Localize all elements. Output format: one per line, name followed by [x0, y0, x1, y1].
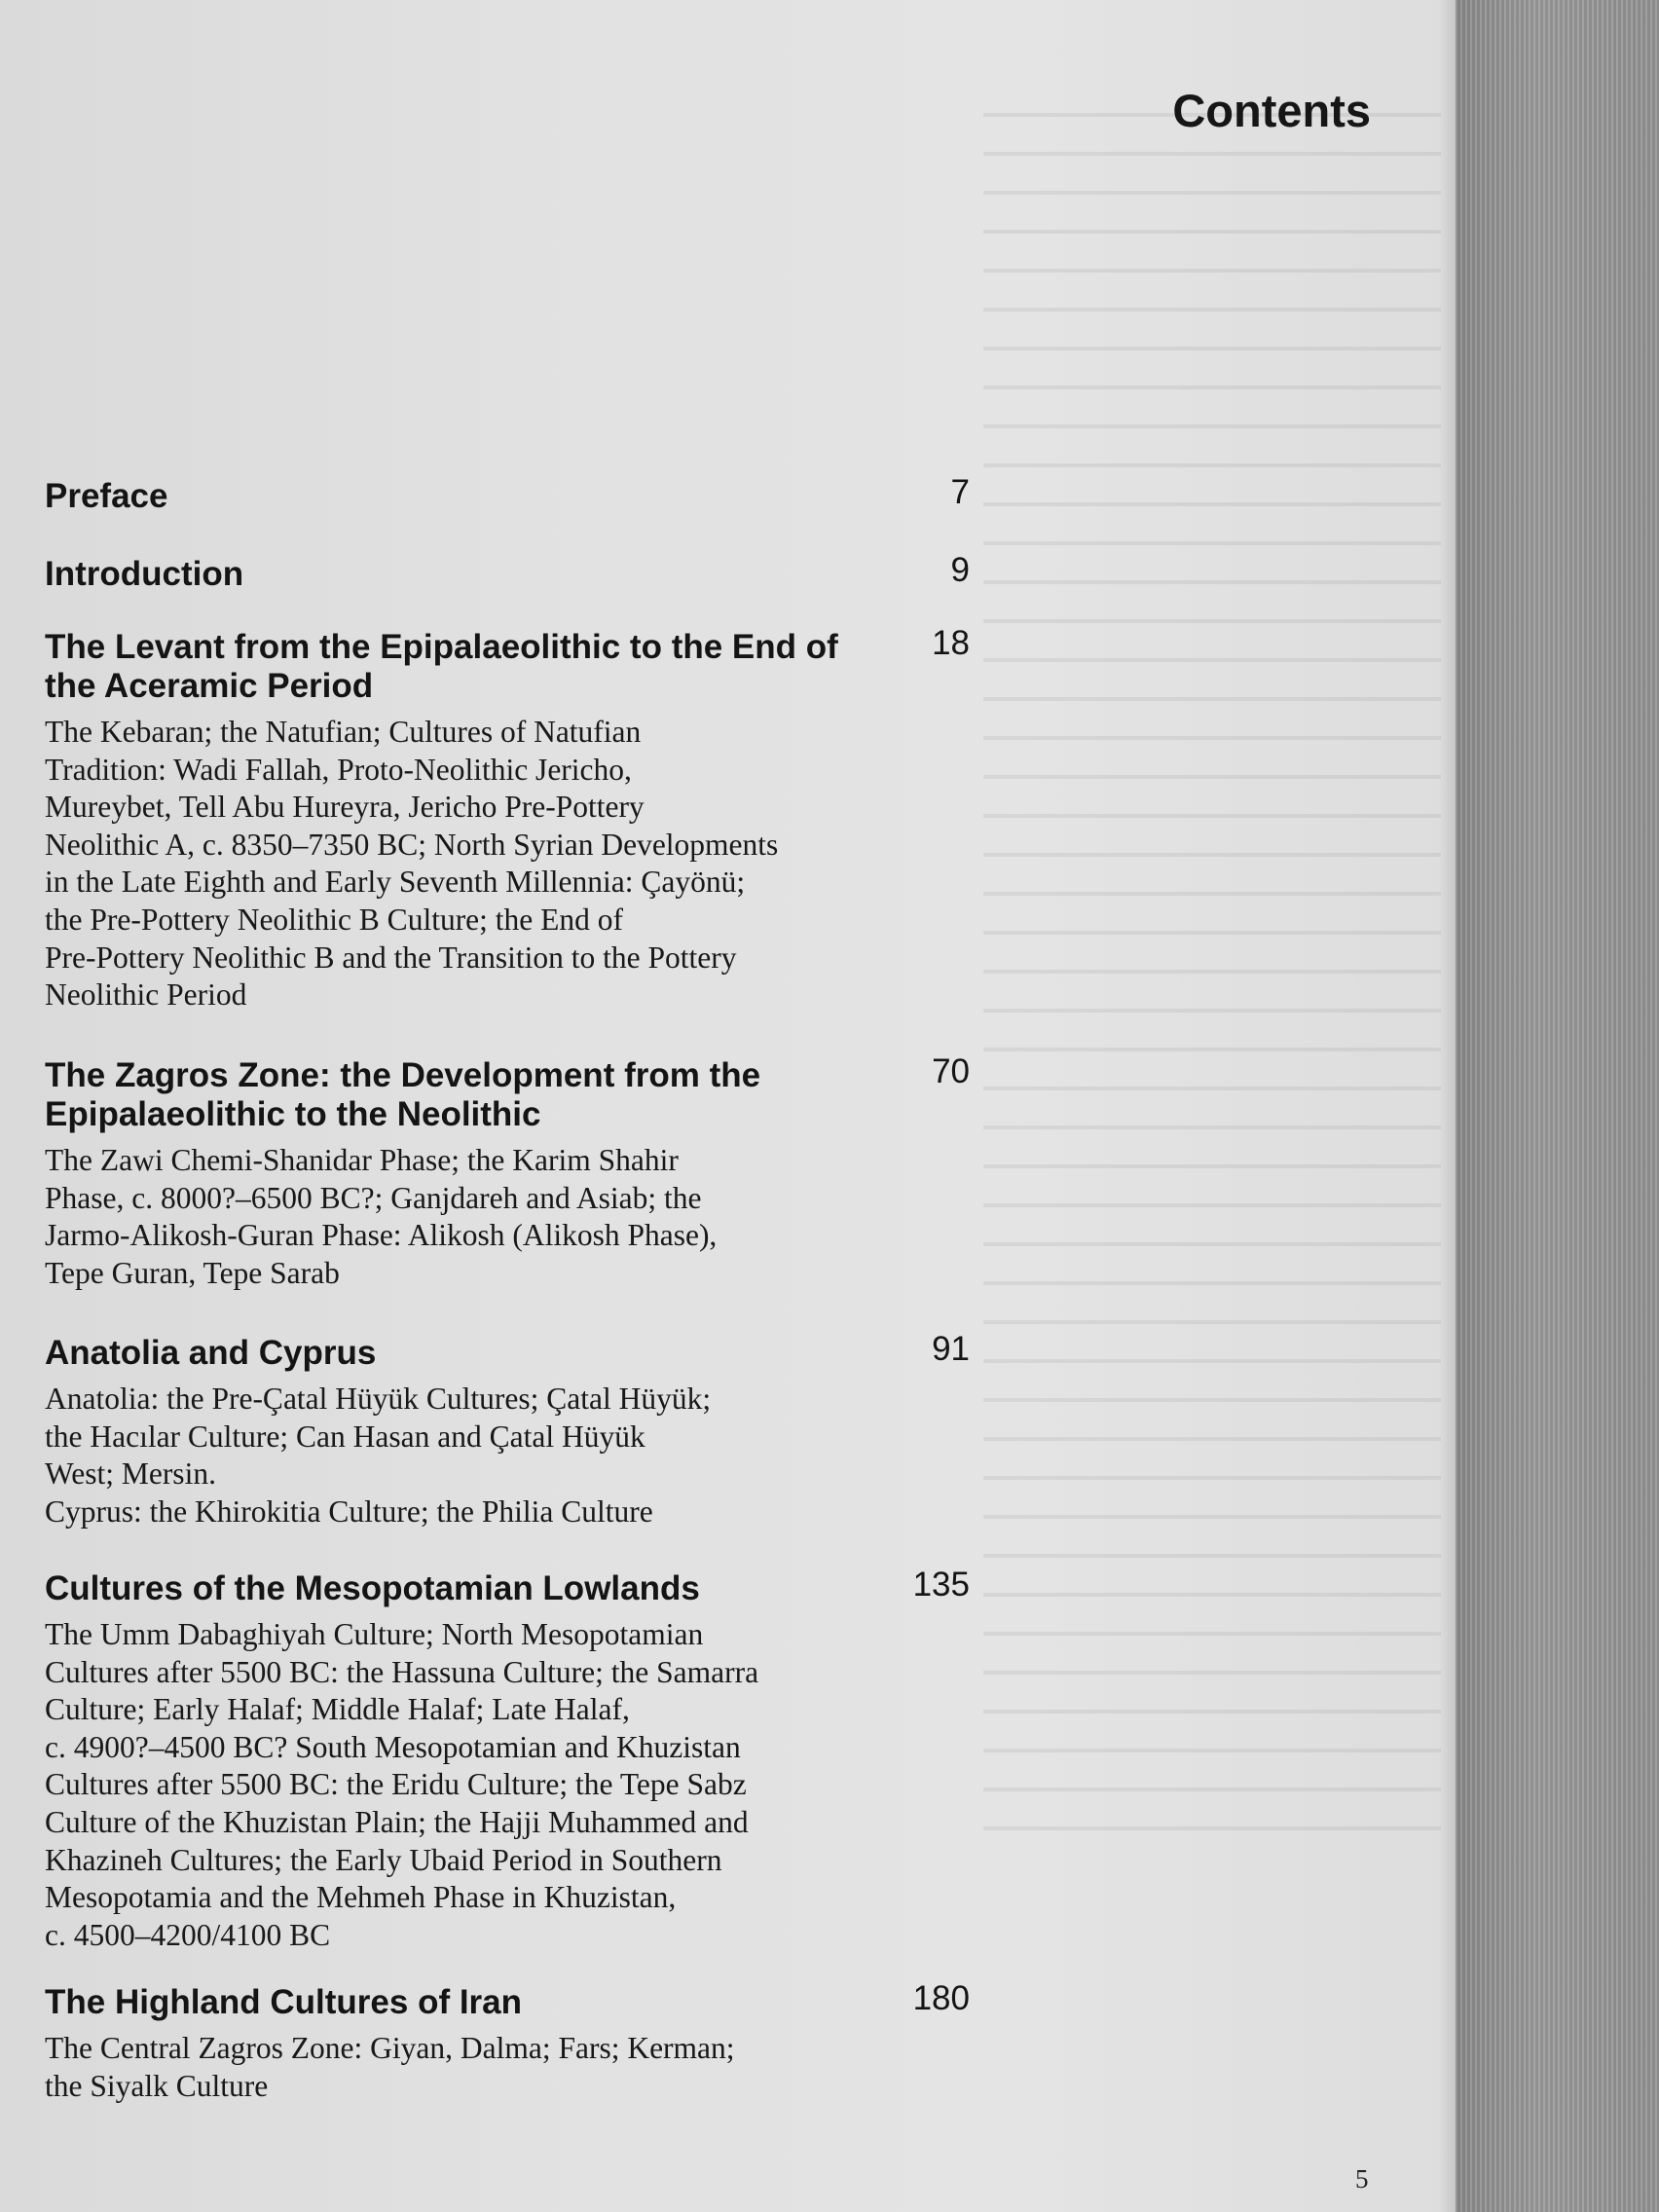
toc-entry-anatolia: [45, 1330, 970, 1530]
summary-line: Cultures after 5500 BC: the Hassuna Culture; the Samarra: [45, 1654, 759, 1689]
page-folio: 5: [1355, 2164, 1369, 2194]
toc-entry-mesopotamia: [45, 1566, 970, 1954]
chapter-summary: [45, 1142, 902, 1292]
chapter-title: The Highland Cultures of Iran: [45, 1983, 523, 2021]
summary-line: Neolithic A, c. 8350–7350 BC; North Syrian Developments: [45, 827, 779, 862]
gutter-shadow: [1439, 0, 1456, 2212]
page-number: 135: [912, 1566, 970, 1604]
summary-line: Mesopotamia and the Mehmeh Phase in Khuzistan,: [45, 1880, 677, 1915]
summary-line: the Pre-Pottery Neolithic B Culture; the End of: [45, 902, 624, 937]
summary-line: Mureybet, Tell Abu Hureyra, Jericho Pre-Pottery: [45, 790, 645, 825]
summary-line: The Umm Dabaghiyah Culture; North Mesopotamian: [45, 1617, 704, 1651]
summary-line: West; Mersin.: [45, 1456, 216, 1492]
summary-line: Neolithic Period: [45, 977, 247, 1013]
summary-line: Cyprus: the Khirokitia Culture; the Philia Culture: [45, 1493, 653, 1529]
summary-line: Khazineh Cultures; the Early Ubaid Period in Southern: [45, 1842, 722, 1877]
toc-entry-heading: [45, 1330, 970, 1373]
summary-line: The Central Zagros Zone: Giyan, Dalma; Fars; Kerman;: [45, 2031, 735, 2065]
summary-line: Jarmo-Alikosh-Guran Phase: Alikosh (Alikosh Phase),: [45, 1218, 718, 1253]
chapter-summary: [45, 1616, 902, 1954]
chapter-title: The Levant from the Epipalaeolithic to the End of the Aceramic Period: [45, 628, 838, 705]
summary-line: The Zawi Chemi-Shanidar Phase; the Karim Shahir: [45, 1143, 679, 1177]
toc-entry-heading: [45, 1979, 970, 2022]
chapter-title: Introduction: [45, 555, 244, 593]
toc-entry-heading: [45, 1566, 970, 1608]
summary-line: Anatolia: the Pre-Çatal Hüyük Cultures; Çatal Hüyük;: [45, 1382, 712, 1416]
show-through-text: [983, 88, 1441, 1840]
summary-line: Pre-Pottery Neolithic B and the Transition to the Pottery: [45, 940, 737, 975]
chapter-title: Preface: [45, 477, 168, 515]
summary-line: in the Late Eighth and Early Seventh Millennia: Çayönü;: [45, 865, 746, 900]
toc-entry-levant: [45, 624, 970, 1014]
summary-line: Cultures after 5500 BC: the Eridu Culture; the Tepe Sabz: [45, 1767, 747, 1802]
chapter-summary: [45, 1381, 902, 1530]
page-number: 70: [932, 1052, 970, 1090]
chapter-title: Cultures of the Mesopotamian Lowlands: [45, 1569, 700, 1607]
chapter-title: The Zagros Zone: the Development from the Epipalaeolithic to the Neolithic: [45, 1056, 761, 1133]
summary-line: c. 4900?–4500 BC? South Mesopotamian and Khuzistan: [45, 1729, 741, 1764]
toc-entry-heading: [45, 551, 970, 594]
summary-line: Culture of the Khuzistan Plain; the Hajji Muhammed and: [45, 1804, 749, 1839]
page-number: 180: [912, 1979, 970, 2017]
chapter-title: Anatolia and Cyprus: [45, 1334, 377, 1372]
toc-entry-heading: [45, 1052, 970, 1134]
summary-line: Tepe Guran, Tepe Sarab: [45, 1255, 340, 1290]
summary-line: The Kebaran; the Natufian; Cultures of Natufian: [45, 715, 642, 749]
summary-line: Phase, c. 8000?–6500 BC?; Ganjdareh and Asiab; the: [45, 1180, 702, 1215]
book-spine-edge: [1456, 0, 1659, 2212]
chapter-summary: [45, 714, 902, 1014]
summary-line: Culture; Early Halaf; Middle Halaf; Late Halaf,: [45, 1692, 630, 1727]
toc-entry-zagros: [45, 1052, 970, 1292]
summary-line: the Hacılar Culture; Can Hasan and Çatal Hüyük: [45, 1419, 645, 1454]
page-number: 7: [950, 473, 970, 511]
toc-entry-preface: [45, 473, 970, 516]
summary-line: the Siyalk Culture: [45, 2068, 269, 2103]
chapter-summary: [45, 2030, 902, 2105]
summary-line: Tradition: Wadi Fallah, Proto-Neolithic Jericho,: [45, 752, 632, 787]
toc-entry-iran: [45, 1979, 970, 2105]
toc-entry-heading: [45, 473, 970, 516]
toc-entry-heading: [45, 624, 970, 706]
page-number: 18: [932, 624, 970, 662]
contents-heading: Contents: [1172, 85, 1371, 136]
summary-line: c. 4500–4200/4100 BC: [45, 1917, 331, 1952]
page-number: 9: [950, 551, 970, 589]
page-number: 91: [932, 1330, 970, 1368]
toc-entry-introduction: [45, 551, 970, 594]
